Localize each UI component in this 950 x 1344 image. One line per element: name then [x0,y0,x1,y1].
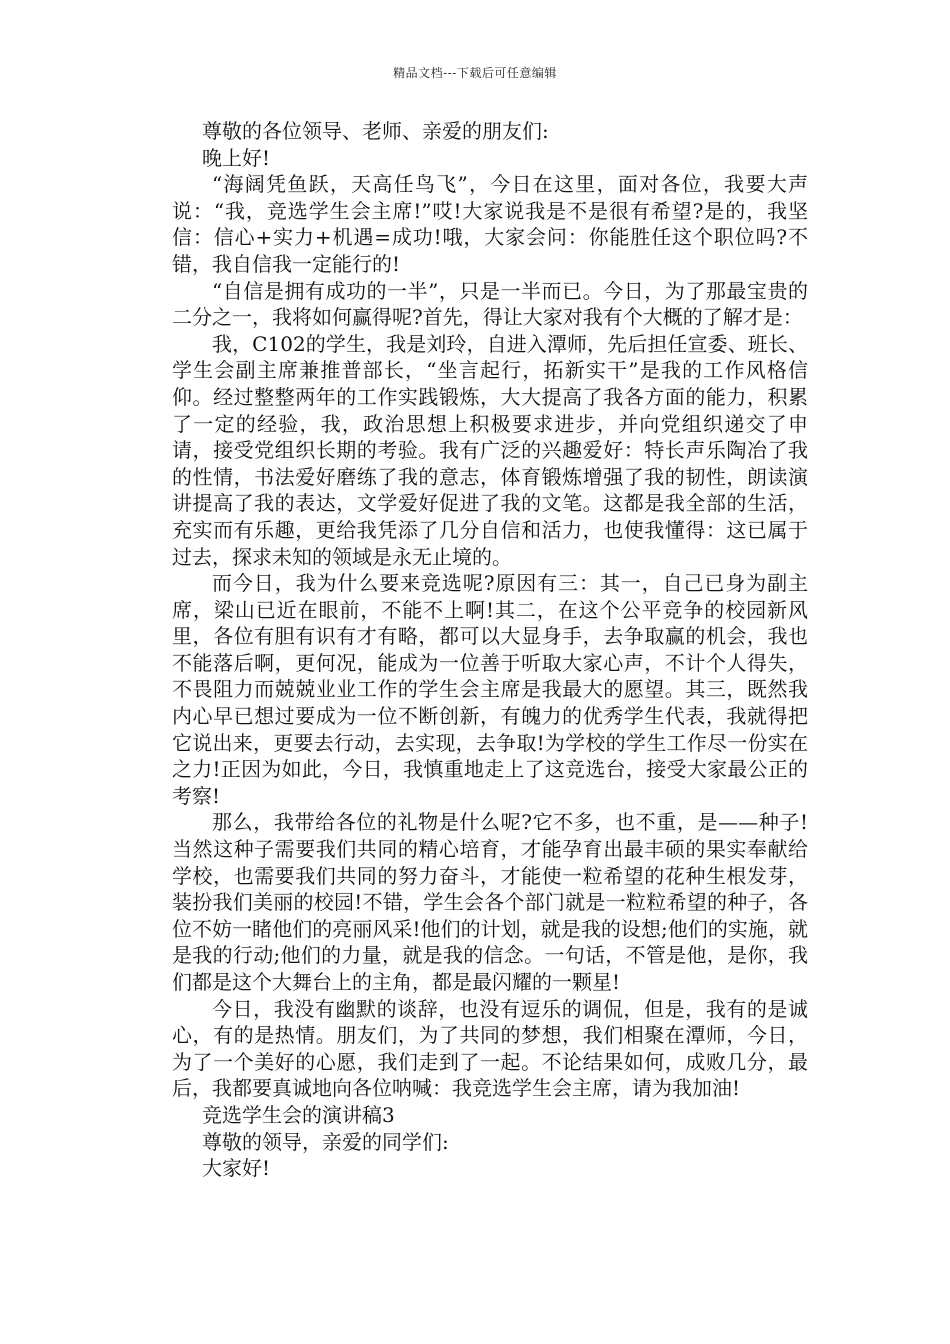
salutation: 尊敬的各位领导、老师、亲爱的朋友们: [202,119,549,143]
greeting: 晚上好! [202,145,271,170]
paragraph: 那么，我带给各位的礼物是什么呢?它不多，也不重，是——种子!当然这种子需要我们共同的精心培育，才能孕育出最丰硕的果实奉献给学校，也需要我们共同的努力奋斗，才能使一粒希望的花种生根发芽，装扮我们美丽的校园!不错，学生会各个部门就是一粒粒希望的种子，各位不妨一睹他们的亮丽风采!他们的计划，就是我的设想;他们的实施，就是我的行动;他们的力量，就是我的信念。一句话，不管是他，是你，我们都是这个大舞台上的主角，都是最闪耀的一颗星! [172,810,808,994]
greeting: 大家好! [202,1156,271,1181]
paragraph: 今日，我没有幽默的谈辞，也没有逗乐的调侃，但是，我有的是诚心，有的是热情。朋友们，为了共同的梦想，我们相聚在潭师，今日，为了一个美好的心愿，我们走到了一起。不论结果如何，成败几分，最后，我都要真诚地向各位呐喊：我竞选学生会主席，请为我加油! [172,996,808,1101]
paragraph: 而今日，我为什么要来竞选呢?原因有三：其一，自己已身为副主席，梁山已近在眼前，不能不上啊!其二，在这个公平竞争的校园新风里，各位有胆有识有才有略，都可以大显身手，去争取赢的机会，我也不能落后啊，更何况，能成为一位善于听取大家心声，不计个人得失，不畏阻力而兢兢业业工作的学生会主席是我最大的愿望。其三，既然我内心早已想过要成为一位不断创新，有魄力的优秀学生代表，我就得把它说出来，更要去行动，去实现，去争取!为学校的学生工作尽一份实在之力!正因为如此，今日，我慎重地走上了这竞选台，接受大家最公正的考察! [172,571,808,808]
document-body [172,118,808,1182]
paragraph: “自信是拥有成功的一半”，只是一半而已。今日，为了那最宝贵的二分之一，我将如何赢得呢?首先，得让大家对我有个大概的了解才是： [172,278,808,330]
paragraph: “海阔凭鱼跃，天高任鸟飞”，今日在这里，面对各位，我要大声说：“我，竞选学生会主席!”哎!大家说我是不是很有希望?是的，我坚信：信心+实力+机遇=成功!哦，大家会问：你能胜任这个职位吗?不错，我自信我一定能行的! [172,172,808,276]
paragraph: 我，C102的学生，我是刘玲，自进入潭师，先后担任宣委、班长、学生会副主席兼推普部长，“坐言起行，拓新实干”是我的工作风格信仰。经过整整两年的工作实践锻炼，大大提高了我各方面的能力，积累了一定的经验，我，政治思想上积极要求进步，并向党组织递交了申请，接受党组织长期的考验。我有广泛的兴趣爱好：特长声乐陶冶了我的性情，书法爱好磨练了我的意志，体育锻炼增强了我的韧性，朗读演讲提高了我的表达，文学爱好促进了我的文笔。这都是我全部的生活，充实而有乐趣，更给我凭添了几分自信和活力，也使我懂得：这已属于过去，探求未知的领域是永无止境的。 [172,331,808,569]
page-header: 精品文档---下载后可任意编辑 [393,66,557,80]
salutation: 尊敬的领导，亲爱的同学们: [202,1129,449,1154]
section-title: 竞选学生会的演讲稿3 [202,1102,395,1127]
